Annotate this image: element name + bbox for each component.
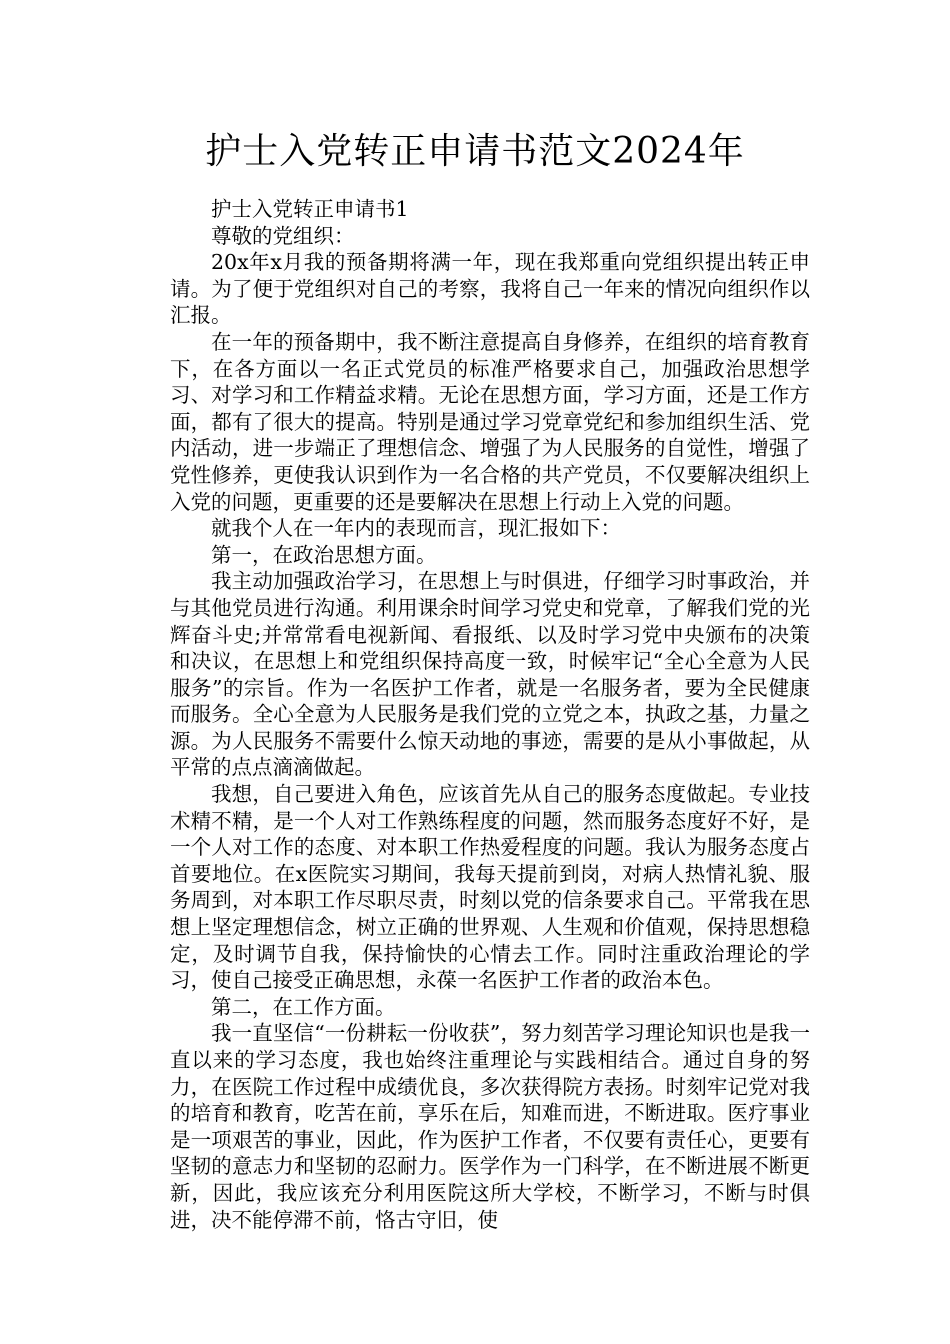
paragraph: 我想，自己要进入角色，应该首先从自己的服务态度做起。专业技术精不精，是一个人对工作熟练程度的问题，然而服务态度好不好，是一个人对工作的态度、对本职工作热爱程度的问题。我认为服务态度占首要地位。在x医院实习期间，我每天提前到岗，对病人热情礼貌、服务周到，对本职工作尽职尽责，时刻以党的信条要求自己。平常我在思想上坚定理想信念，树立正确的世界观、人生观和价值观，保持思想稳定，及时调节自我，保持愉快的心情去工作。同时注重政治理论的学习，使自己接受正确思想，永葆一名医护工作者的政治本色。 (170, 782, 810, 993)
document-title: 护士入党转正申请书范文2024年 (205, 131, 745, 172)
document-body (170, 196, 810, 1233)
salutation: 尊敬的党组织： (211, 223, 355, 248)
paragraph: 我一直坚信“一份耕耘一份收获”，努力刻苦学习理论知识也是我一直以来的学习态度，我也始终注重理论与实践相结合。通过自身的努力，在医院工作过程中成绩优良，多次获得院方表扬。时刻牢记党对我的培育和教育，吃苦在前，享乐在后，知难而进，不断进取。医疗事业是一项艰苦的事业，因此，作为医护工作者，不仅要有责任心，更要有坚韧的意志力和坚韧的忍耐力。医学作为一门科学，在不断进展不断更新，因此，我应该充分利用医院这所大学校，不断学习，不断与时俱进，决不能停滞不前，恪古守旧，使 (170, 1021, 810, 1232)
paragraph: 就我个人在一年内的表现而言，现汇报如下： (211, 516, 621, 541)
section-heading: 护士入党转正申请书1 (211, 197, 409, 221)
subheading: 第一，在政治思想方面。 (211, 542, 437, 567)
paragraph: 在一年的预备期中，我不断注意提高自身修养，在组织的培育教育下，在各方面以一名正式党员的标准严格要求自己，加强政治思想学习、对学习和工作精益求精。无论在思想方面，学习方面，还是工作方面，都有了很大的提高。特别是通过学习党章党纪和参加组织生活、党内活动，进一步端正了理想信念、增强了为人民服务的自觉性，增强了党性修养，更使我认识到作为一名合格的共产党员，不仅要解决组织上入党的问题，更重要的还是要解决在思想上行动上入党的问题。 (170, 329, 810, 514)
paragraph: 20x年x月我的预备期将满一年，现在我郑重向党组织提出转正申请。为了便于党组织对自己的考察，我将自己一年来的情况向组织作以汇报。 (170, 250, 810, 328)
subheading: 第二，在工作方面。 (211, 994, 396, 1019)
paragraph: 我主动加强政治学习，在思想上与时俱进，仔细学习时事政治，并与其他党员进行沟通。利用课余时间学习党史和党章，了解我们党的光辉奋斗史;并常常看电视新闻、看报纸、以及时学习党中央颁布的决策和决议，在思想上和党组织保持高度一致，时候牢记“全心全意为人民服务”的宗旨。作为一名医护工作者，就是一名服务者，要为全民健康而服务。全心全意为人民服务是我们党的立党之本，执政之基，力量之源。为人民服务不需要什么惊天动地的事迹，需要的是从小事做起，从平常的点点滴滴做起。 (170, 569, 810, 780)
